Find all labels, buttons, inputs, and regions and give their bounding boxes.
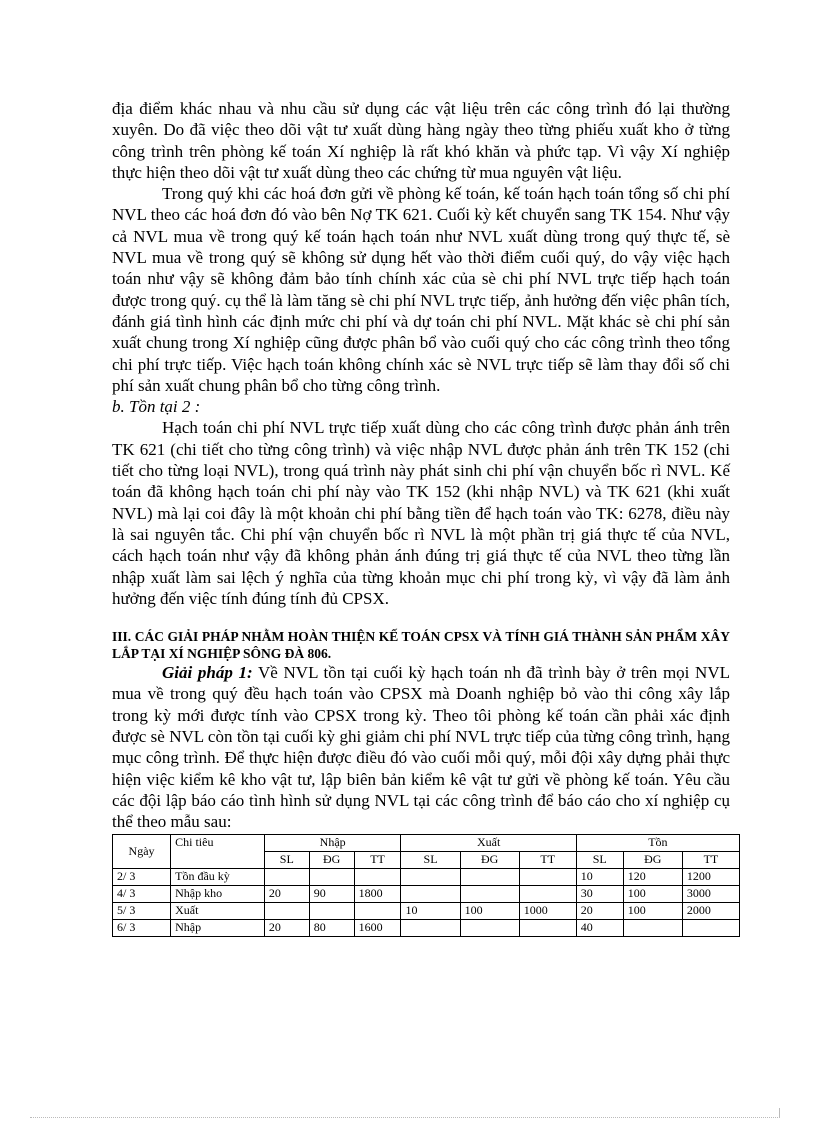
sub-out-tt: TT <box>519 851 576 868</box>
cell-out-tt <box>519 885 576 902</box>
cell-in-dg <box>309 868 354 885</box>
cell-out-tt <box>519 868 576 885</box>
cell-bal-dg: 120 <box>623 868 682 885</box>
cell-bal-dg: 100 <box>623 902 682 919</box>
cell-item: Xuất <box>171 902 265 919</box>
cell-item: Nhập <box>171 919 265 936</box>
paragraph-2: Trong quý khi các hoá đơn gửi về phòng kế toán, kế toán hạch toán tổng số chi phí NVL theo các hoá đơn đó vào bên Nợ TK 621. Cuối kỳ kết chuyển sang TK 154. Như vậy cả NVL mua về trong quý kế toán hạch toán như NVL xuất dùng trong quý thực tế, sè NVL mua về trong quý sẽ không sử dụng hết vào thời điểm cuối quý, do vậy việc hạch toán như vậy sẽ không đảm bảo tính chính xác của sè chi phí NVL trực tiếp hạch toán được trong quý. cụ thể là làm tăng sè chi phí NVL trực tiếp, ảnh hưởng đến việc phân tích, đánh giá tình hình các định mức chi phí và dự toán chi phí NVL. Mặt khác sè chi phí sản xuất chung trong Xí nghiệp cũng được phân bổ vào cuối quý cho các công trình theo tổng chi phí trực tiếp. Việc hạch toán không chính xác sè NVL trực tiếp sẽ làm thay đổi số chi phí sản xuất chung phân bổ cho từng công trình. <box>112 184 730 395</box>
section-heading: III. CÁC GIẢI PHÁP NHẰM HOÀN THIỆN KẾ TOÁN CPSX VÀ TÍNH GIÁ THÀNH SẢN PHẨM XÂY LẮP TẠI XÍ NGHIỆP SÔNG ĐÀ 806. <box>112 629 730 662</box>
cell-item: Tồn đầu kỳ <box>171 868 265 885</box>
table-row <box>113 919 740 936</box>
subheading-ton-tai-2: b. Tồn tại 2 : <box>112 397 201 417</box>
table-row <box>113 902 740 919</box>
cell-out-dg: 100 <box>460 902 519 919</box>
document-page <box>112 98 730 937</box>
sub-out-sl: SL <box>401 851 460 868</box>
solution-label: Giải pháp 1: <box>162 663 253 683</box>
header-group-out: Xuất <box>401 834 576 851</box>
cell-in-sl <box>264 902 309 919</box>
cell-bal-sl: 10 <box>576 868 623 885</box>
cell-bal-tt <box>682 919 739 936</box>
cell-bal-sl: 40 <box>576 919 623 936</box>
cell-date: 6/ 3 <box>113 919 171 936</box>
cell-out-sl <box>401 885 460 902</box>
cell-bal-dg <box>623 919 682 936</box>
cell-out-dg <box>460 919 519 936</box>
cell-in-tt: 1600 <box>354 919 401 936</box>
cell-in-dg: 90 <box>309 885 354 902</box>
table-row <box>113 885 740 902</box>
header-item: Chi tiêu <box>171 834 265 868</box>
cell-out-sl <box>401 868 460 885</box>
sub-out-dg: ĐG <box>460 851 519 868</box>
cell-date: 5/ 3 <box>113 902 171 919</box>
solution-text: Về NVL tồn tại cuối kỳ hạch toán nh đã trình bày ở trên mọi NVL mua về trong quý đều hạch toán vào CPSX mà Doanh nghiệp bỏ vào thi công xây lắp trong kỳ mới được tính vào CPSX trong kỳ. Theo tôi phòng kế toán cần phải xác định được sè NVL còn tồn tại cuối kỳ ghi giảm chi phí NVL trực tiếp của từng công trình, hạng mục công trình. Để thực hiện được điều đó vào cuối mỗi quý, mỗi đội xây dựng phải thực hiện việc kiểm kê kho vật tư, lập biên bản kiểm kê vật tư gửi về phòng kế toán. Yêu cầu các đội lập báo cáo tình hình sử dụng NVL tại các công trình để báo cáo cho xí nghiệp cụ thể theo mẫu sau: <box>112 663 730 832</box>
cell-in-tt <box>354 868 401 885</box>
cell-out-sl: 10 <box>401 902 460 919</box>
table-header-row <box>113 834 740 851</box>
cell-out-tt <box>519 919 576 936</box>
cell-item: Nhập kho <box>171 885 265 902</box>
table-row <box>113 868 740 885</box>
page-corner-mark <box>779 1108 780 1118</box>
header-group-in: Nhập <box>264 834 401 851</box>
cell-out-dg <box>460 868 519 885</box>
inventory-table <box>112 834 740 937</box>
sub-in-tt: TT <box>354 851 401 868</box>
cell-out-tt: 1000 <box>519 902 576 919</box>
cell-bal-sl: 30 <box>576 885 623 902</box>
cell-in-tt <box>354 902 401 919</box>
page-footer-rule <box>30 1117 780 1118</box>
sub-in-dg: ĐG <box>309 851 354 868</box>
cell-date: 4/ 3 <box>113 885 171 902</box>
cell-bal-dg: 100 <box>623 885 682 902</box>
cell-bal-tt: 2000 <box>682 902 739 919</box>
sub-bal-sl: SL <box>576 851 623 868</box>
paragraph-4 <box>112 662 730 832</box>
cell-out-dg <box>460 885 519 902</box>
sub-bal-dg: ĐG <box>623 851 682 868</box>
cell-in-sl: 20 <box>264 919 309 936</box>
cell-in-sl: 20 <box>264 885 309 902</box>
sub-in-sl: SL <box>264 851 309 868</box>
cell-date: 2/ 3 <box>113 868 171 885</box>
cell-bal-sl: 20 <box>576 902 623 919</box>
cell-in-sl <box>264 868 309 885</box>
cell-bal-tt: 1200 <box>682 868 739 885</box>
sub-bal-tt: TT <box>682 851 739 868</box>
cell-in-dg: 80 <box>309 919 354 936</box>
cell-in-tt: 1800 <box>354 885 401 902</box>
header-date: Ngày <box>113 834 171 868</box>
header-group-balance: Tồn <box>576 834 739 851</box>
paragraph-3: Hạch toán chi phí NVL trực tiếp xuất dùng cho các công trình được phản ánh trên TK 621 (chi tiết cho từng công trình) và việc nhập NVL được phản ánh trên TK 152 (chi tiết cho từng loại NVL), trong quá trình này phát sinh chi phí vận chuyển bốc rì NVL. Kế toán đã không hạch toán chi phí này vào TK 152 (khi nhập NVL) và TK 621 (khi xuất NVL) mà lại coi đây là một khoản chi phí bằng tiền để hạch toán vào TK: 6278, điều này là sai nguyên tắc. Chi phí vận chuyển bốc rì NVL là một phần trị giá thực tế của NVL, cách hạch toán như vậy đã không phản ánh đúng trị giá thực tế của NVL theo từng lần nhập xuất làm sai lệch ý nghĩa của từng khoản mục chi phí trong kỳ, vì vậy đã làm ảnh hưởng đến việc tính đúng tính đủ CPSX. <box>112 418 730 608</box>
cell-out-sl <box>401 919 460 936</box>
cell-in-dg <box>309 902 354 919</box>
paragraph-1: địa điểm khác nhau và nhu cầu sử dụng các vật liệu trên các công trình đó lại thường xuyên. Do đã việc theo dõi vật tư xuất dùng hàng ngày theo từng phiếu xuất kho ở từng công trình trên phòng kế toán Xí nghiệp là rất khó khăn và phức tạp. Vì vậy Xí nghiệp thực hiện theo dõi vật tư xuất dùng theo các chứng từ mua nguyên vật liệu. <box>112 99 730 182</box>
cell-bal-tt: 3000 <box>682 885 739 902</box>
